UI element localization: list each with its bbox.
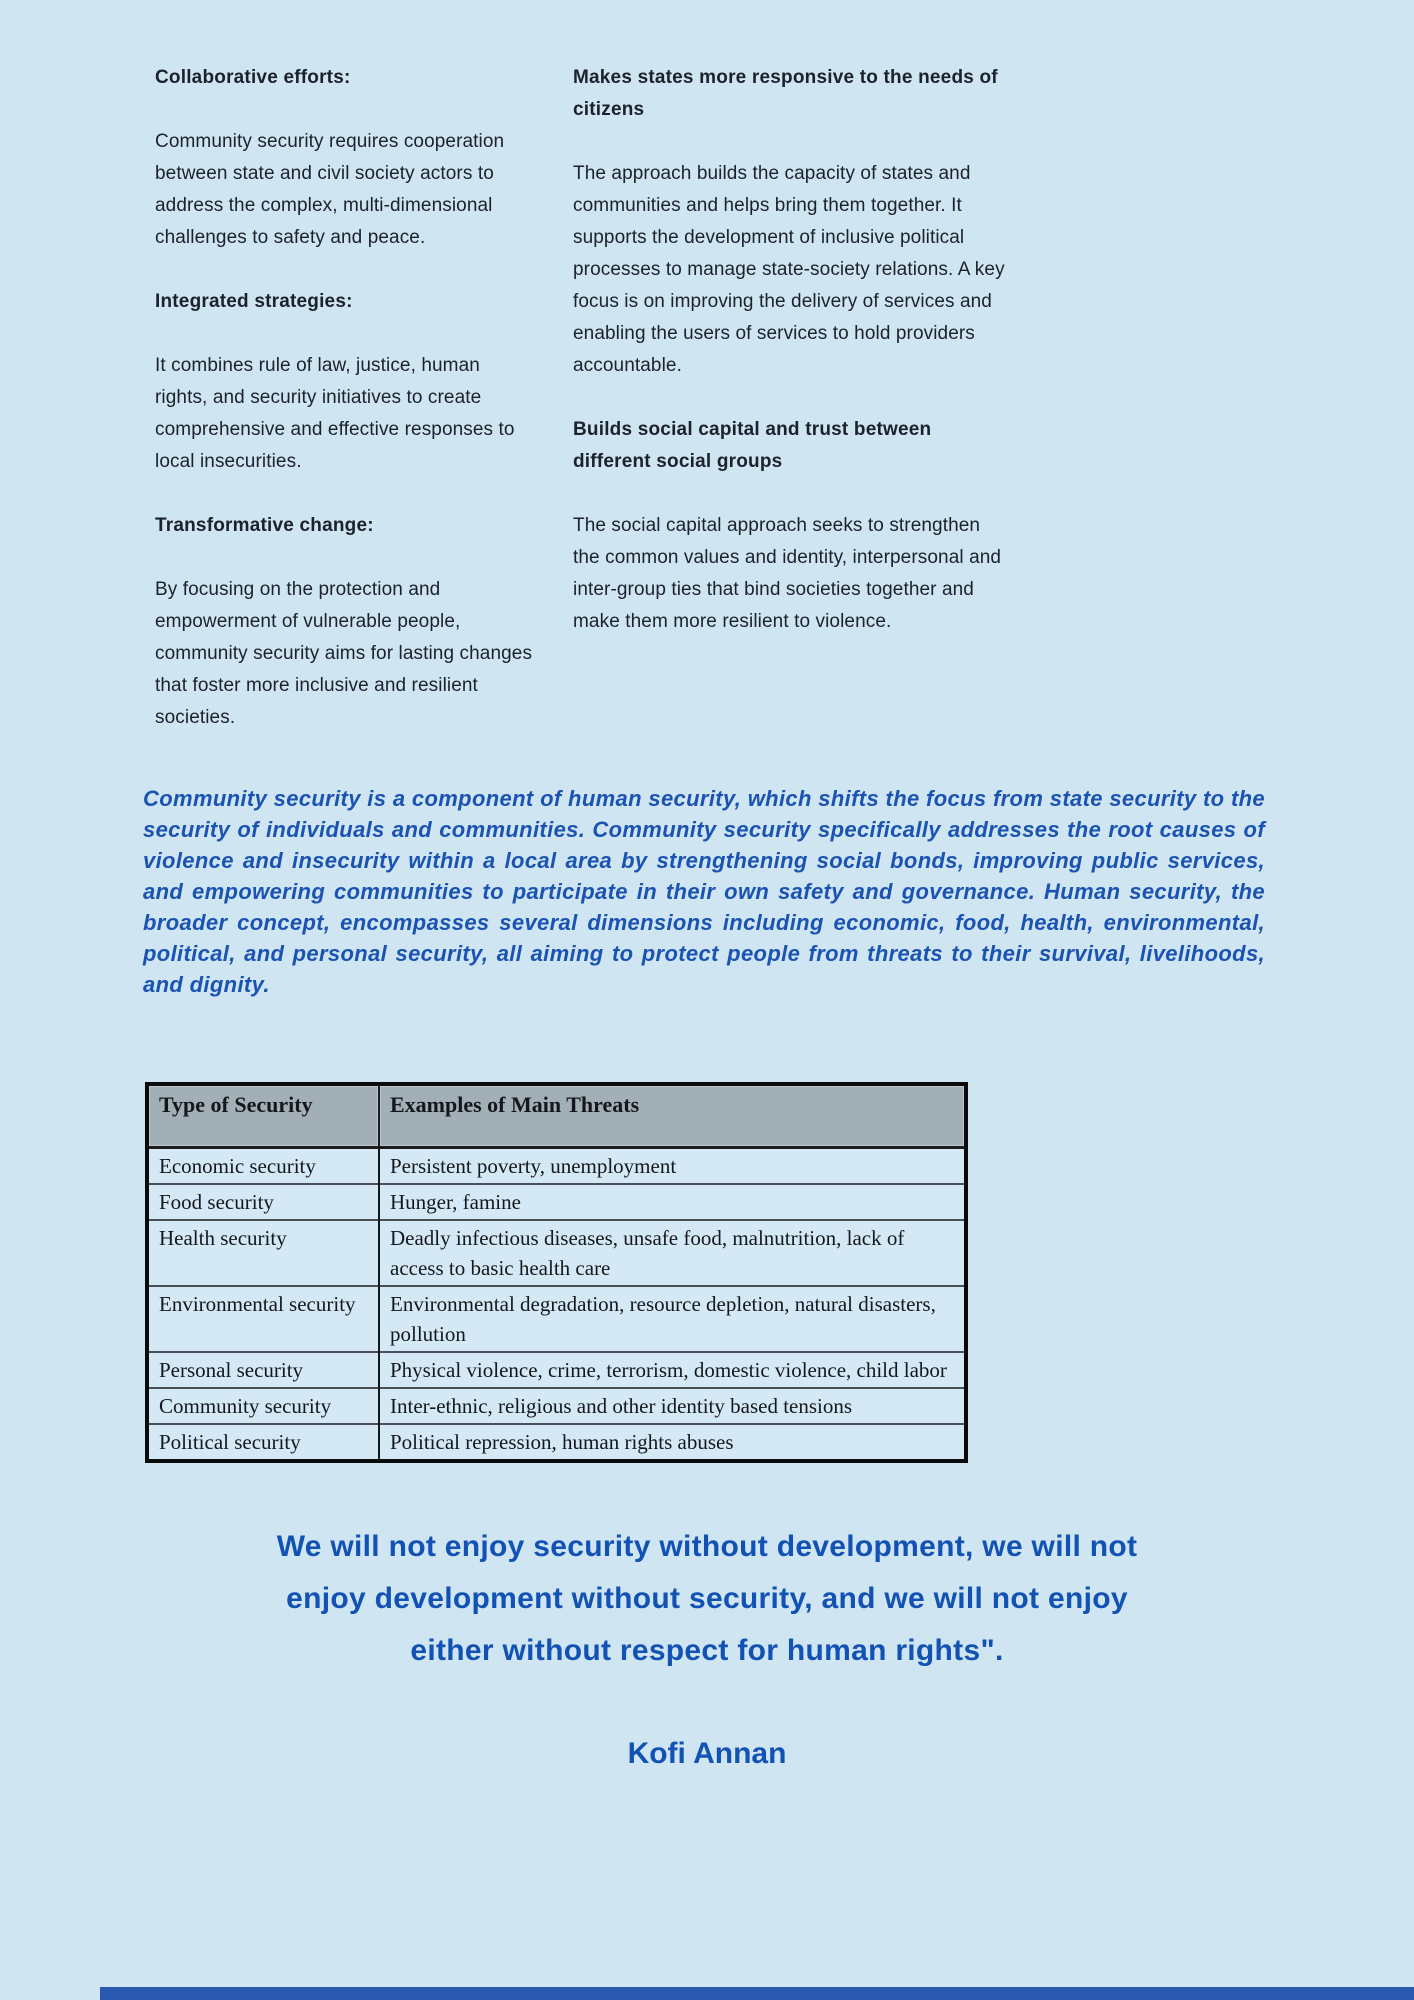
table-row: [147, 1424, 966, 1461]
section-body: The social capital approach seeks to strengthen the common values and identity, interpersonal and inter-group ties that bind societies together and make them more resilient to violence.: [573, 515, 1002, 632]
footer-accent-bar: [100, 1987, 1414, 2000]
threats-cell: Environmental degradation, resource depletion, natural disasters, pollution: [379, 1286, 966, 1352]
two-column-intro: [155, 62, 1015, 766]
threats-cell: Deadly infectious diseases, unsafe food, malnutrition, lack of access to basic health care: [379, 1220, 966, 1286]
security-type-cell: Food security: [147, 1184, 379, 1220]
security-type-cell: Health security: [147, 1220, 379, 1286]
kofi-annan-quote: [110, 1521, 1304, 1677]
table-row: [147, 1388, 966, 1424]
threats-cell: Inter-ethnic, religious and other identity based tensions: [379, 1388, 966, 1424]
security-threats-table: [145, 1082, 968, 1463]
section-heading: Makes states more responsive to the needs of citizens: [573, 67, 998, 120]
left-column: [155, 62, 535, 766]
quote-line: either without respect for human rights".: [410, 1634, 1004, 1667]
security-type-cell: Personal security: [147, 1352, 379, 1388]
table-row: [147, 1220, 966, 1286]
section-transformative-change: [155, 510, 535, 734]
table-row: [147, 1148, 966, 1185]
section-heading: Transformative change:: [155, 515, 374, 536]
quote-attribution: Kofi Annan: [627, 1737, 787, 1770]
threats-cell: Political repression, human rights abuses: [379, 1424, 966, 1461]
security-type-cell: Economic security: [147, 1148, 379, 1185]
section-social-capital: [573, 414, 1005, 638]
section-heading: Builds social capital and trust between different social groups: [573, 419, 932, 472]
section-collaborative-efforts: [155, 62, 535, 254]
section-responsive-states: [573, 62, 1005, 382]
column-header-type: Type of Security: [147, 1084, 379, 1148]
column-header-threats: Examples of Main Threats: [379, 1084, 966, 1148]
threats-cell: Persistent poverty, unemployment: [379, 1148, 966, 1185]
quote-line: enjoy development without security, and we will not enjoy: [286, 1582, 1128, 1615]
table-row: [147, 1184, 966, 1220]
table-header-row: [147, 1084, 966, 1148]
security-type-cell: Political security: [147, 1424, 379, 1461]
section-body: The approach builds the capacity of states and communities and helps bring them together. It supports the development of inclusive political processes to manage state-society relations. A key focus is on improving the delivery of services and enabling the users of services to hold providers accountable.: [573, 163, 1005, 376]
section-body: It combines rule of law, justice, human rights, and security initiatives to create comprehensive and effective responses to local insecurities.: [155, 355, 515, 472]
security-type-cell: Community security: [147, 1388, 379, 1424]
threats-cell: Physical violence, crime, terrorism, domestic violence, child labor: [379, 1352, 966, 1388]
section-body: Community security requires cooperation between state and civil society actors to address the complex, multi-dimensional challenges to safety and peace.: [155, 131, 505, 248]
threats-cell: Hunger, famine: [379, 1184, 966, 1220]
table-row: [147, 1286, 966, 1352]
security-type-cell: Environmental security: [147, 1286, 379, 1352]
section-heading: Collaborative efforts:: [155, 67, 351, 88]
section-heading: Integrated strategies:: [155, 291, 353, 312]
section-integrated-strategies: [155, 286, 535, 478]
table-row: [147, 1352, 966, 1388]
section-body: By focusing on the protection and empowerment of vulnerable people, community security aims for lasting changes that foster more inclusive and resilient societies.: [155, 579, 533, 728]
right-column: [573, 62, 1005, 766]
quote-line: We will not enjoy security without development, we will not: [276, 1530, 1138, 1563]
highlight-paragraph: Community security is a component of human security, which shifts the focus from state security to the security of individuals and communities. Community security specifically addresses the root causes of violence and insecurity within a local area by strengthening social bonds, improving public services, and empowering communities to participate in their own safety and governance. Human security, the broader concept, encompasses several dimensions including economic, food, health, environmental, political, and personal security, all aiming to protect people from threats to their survival, livelihoods, and dignity.: [143, 786, 1265, 997]
